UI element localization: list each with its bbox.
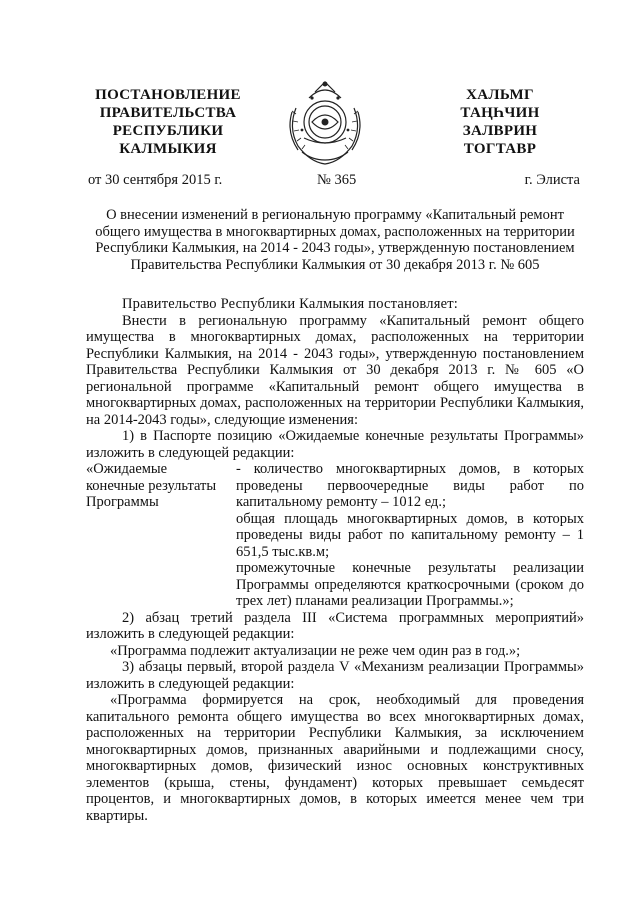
passport-table-label (86, 461, 236, 610)
passport-value-3: промежуточные конечные результаты реализации Программы определяются краткосрочными (сроком до трех лет) планами реализации Программы.»; (236, 560, 584, 609)
government-decides-line: Правительство Республики Калмыкия постановляет: (122, 296, 458, 312)
passport-label-line: конечные результаты (86, 477, 217, 494)
header-left-title (78, 86, 258, 158)
document-city: г. Элиста (524, 172, 580, 188)
header-right-line: ЗАЛВРИН (462, 123, 538, 139)
document-title: О внесении изменений в региональную программу «Капитальный ремонт общего имущества в многоквартирных домах, расположенных на территории Республики Калмыкия, на 2014 - 2043 годы», утвержденную постановлением Правительства Республики Калмыкия от 30 декабря 2013 г. № 605 (95, 207, 575, 273)
header-right-line: ТАҢҺЧИН (460, 105, 540, 121)
header-right-line: ХАЛЬМГ (466, 87, 534, 103)
passport-table (86, 461, 584, 610)
paragraph-main: Внести в региональную программу «Капитальный ремонт общего имущества в многоквартирных домах, расположенных на территории Республики Калмыкия, на 2014 - 2043 годы», утвержденную постановлением Правительства Республики Калмыкия от 30 декабря 2013 г. № 605 «О региональной программе «Капитальный ремонт общего имущества в многоквартирных домах, расположенных на территории Республики Калмыкия, на 2014-2043 годы», следующие изменения: (86, 312, 584, 428)
passport-value-2: общая площадь многоквартирных домов, в которых проведены виды работ по капитальному ремонту – 1 651,5 тыс.кв.м; (236, 510, 584, 560)
passport-value-1: - количество многоквартирных домов, в которых проведены первоочередные виды работ по капитальному ремонту – 1012 ед.; (236, 461, 584, 510)
document-date: от 30 сентября 2015 г. (88, 172, 223, 188)
item-3: 3) абзацы первый, второй раздела V «Механизм реализации Программы» изложить в следующей редакции: (86, 659, 584, 692)
document-number: № 365 (317, 172, 357, 188)
item-2: 2) абзац третий раздела III «Система программных мероприятий» изложить в следующей редакции: (86, 609, 584, 642)
passport-label-line: «Ожидаемые (86, 461, 168, 477)
passport-label-line: Программы (86, 494, 159, 510)
header-left-line: ПОСТАНОВЛЕНИЕ (95, 87, 241, 103)
quote-3: «Программа формируется на срок, необходимый для проведения капитального ремонта общего имущества во всех многоквартирных домах, расположенных на территории Республики Калмыкия, за исключением многоквартирных домов, признанных аварийными и подлежащими сносу, многоквартирных домов, физический износ основных конструктивных элементов (крыша, стены, фундамент) которых превышает семьдесят процентов, и многоквартирных домов, в которых имеется менее чем три квартиры. (86, 692, 584, 824)
header-left-line: КАЛМЫКИЯ (119, 141, 217, 157)
header-right-title (430, 86, 570, 158)
item-1: 1) в Паспорте позицию «Ожидаемые конечные результаты Программы» изложить в следующей редакции: (86, 428, 584, 461)
header-right-line: ТОГТАВР (463, 141, 537, 157)
passport-table-value (236, 461, 584, 610)
header-left-line: ПРАВИТЕЛЬСТВА (99, 105, 237, 121)
kalmykia-coat-of-arms-icon (282, 78, 368, 166)
document-body (86, 296, 584, 824)
quote-2: «Программа подлежит актуализации не реже чем один раз в год.»; (110, 642, 521, 659)
header-left-line: РЕСПУБЛИКИ (112, 123, 224, 139)
